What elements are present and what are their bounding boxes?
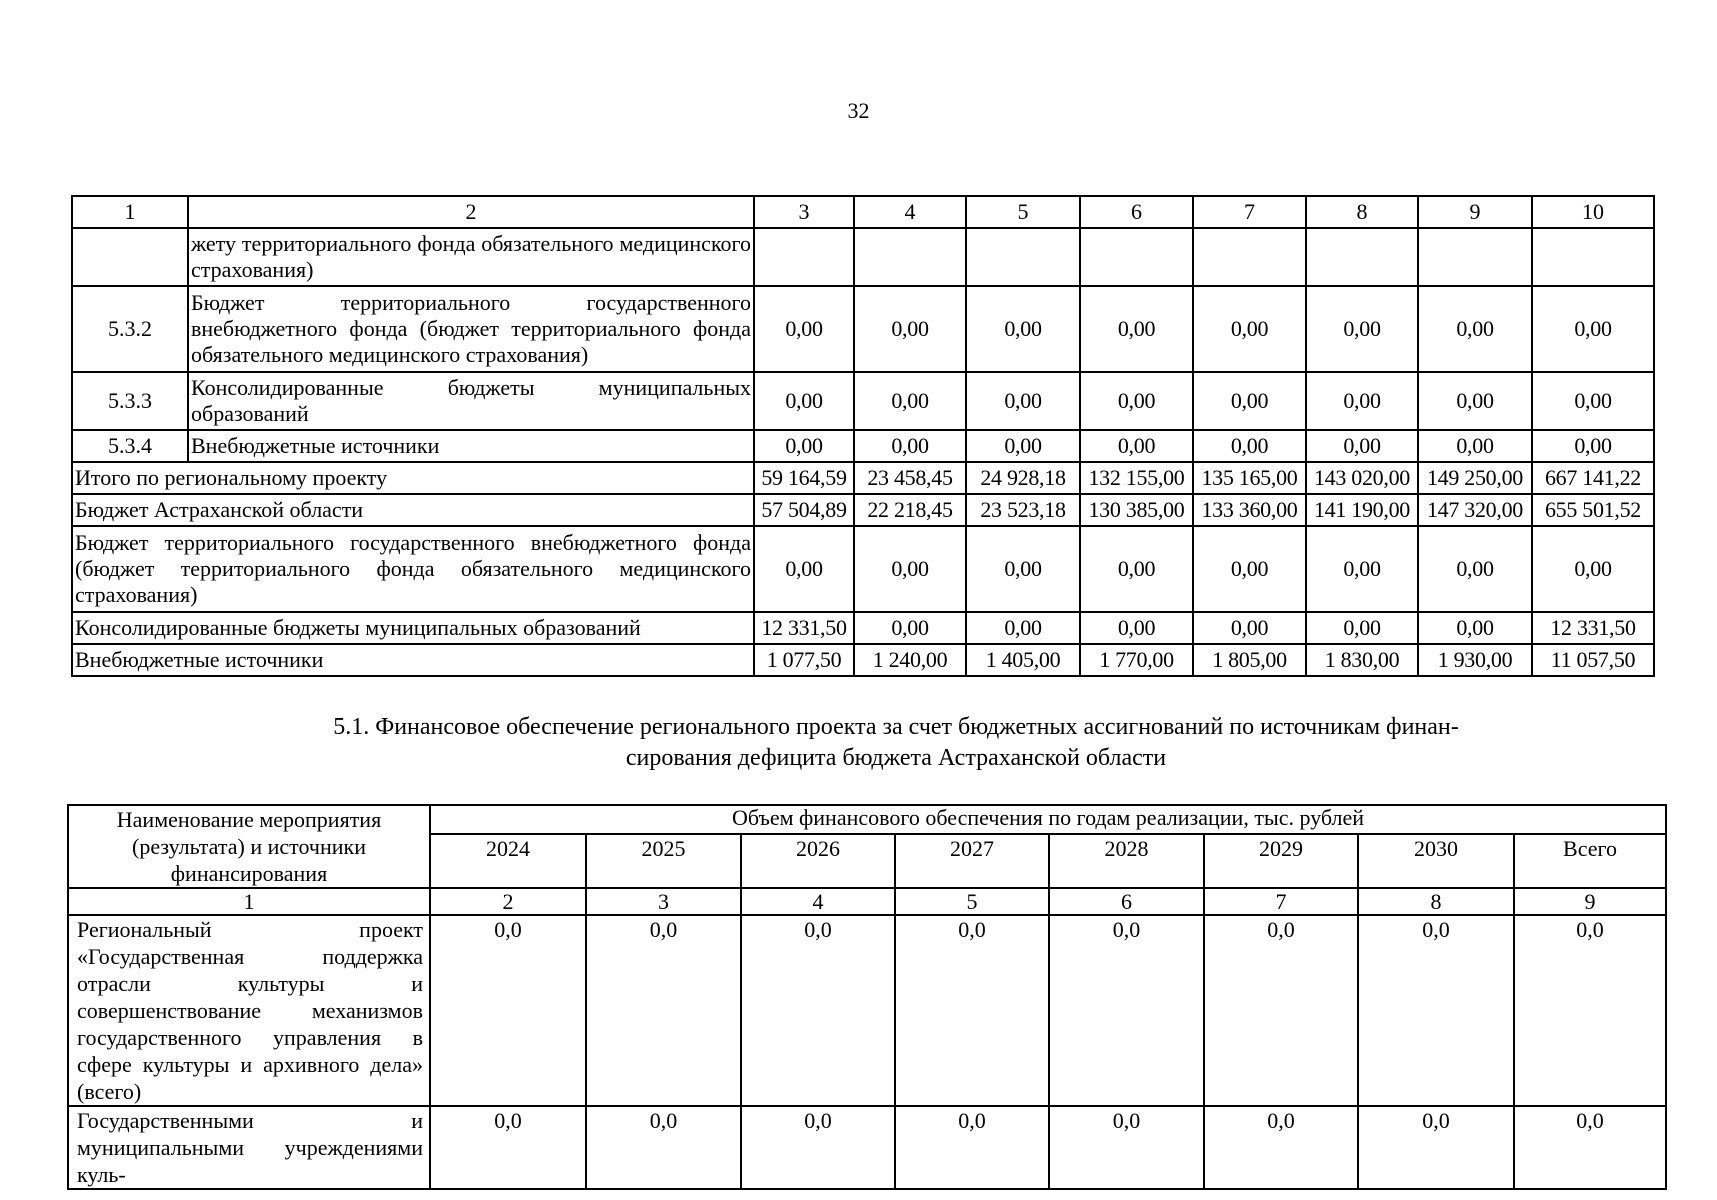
column-number-header: 4 bbox=[854, 196, 966, 228]
row-code: 5.3.4 bbox=[72, 430, 188, 462]
year-header: 2024 bbox=[430, 834, 586, 888]
total-row-value: 1 930,00 bbox=[1418, 644, 1532, 676]
row-value: 0,00 bbox=[1418, 286, 1532, 372]
row-value: 0,0 bbox=[1358, 915, 1514, 1106]
year-header: 2028 bbox=[1049, 834, 1204, 888]
total-row-value: 655 501,52 bbox=[1532, 494, 1654, 526]
column-number-header: 5 bbox=[966, 196, 1080, 228]
total-row-value: 0,00 bbox=[1193, 526, 1306, 612]
total-row-value: 149 250,00 bbox=[1418, 462, 1532, 494]
column-number-header: 6 bbox=[1080, 196, 1193, 228]
row-value: 0,00 bbox=[1080, 286, 1193, 372]
total-row-value: 57 504,89 bbox=[754, 494, 854, 526]
row-value: 0,00 bbox=[1306, 286, 1418, 372]
table-row bbox=[72, 286, 1654, 372]
total-row-value: 0,00 bbox=[1418, 526, 1532, 612]
column-number-header: 1 bbox=[72, 196, 188, 228]
table-row bbox=[72, 430, 1654, 462]
total-row-value: 147 320,00 bbox=[1418, 494, 1532, 526]
year-header: 2027 bbox=[895, 834, 1049, 888]
total-row-value: 0,00 bbox=[754, 526, 854, 612]
deficit-financing-table bbox=[67, 804, 1667, 1190]
total-row-value: 11 057,50 bbox=[1532, 644, 1654, 676]
total-row bbox=[72, 526, 1654, 612]
total-row-value: 0,00 bbox=[1193, 612, 1306, 644]
table-row bbox=[72, 228, 1654, 286]
row-name: жету территориального фонда обязательного медицинского страхования) bbox=[188, 228, 754, 286]
row-value: 0,00 bbox=[966, 286, 1080, 372]
total-row-value: 132 155,00 bbox=[1080, 462, 1193, 494]
total-row-value: 0,00 bbox=[1080, 612, 1193, 644]
total-row bbox=[72, 494, 1654, 526]
total-row-value: 12 331,50 bbox=[754, 612, 854, 644]
total-row-name: Внебюджетные источники bbox=[72, 644, 754, 676]
total-row bbox=[72, 612, 1654, 644]
years-group-header: Объем финансового обеспечения по годам реализации, тыс. рублей bbox=[430, 805, 1666, 834]
total-row-value: 143 020,00 bbox=[1306, 462, 1418, 494]
row-value: 0,0 bbox=[1514, 1106, 1666, 1189]
column-number: 8 bbox=[1358, 888, 1514, 915]
year-header: Всего bbox=[1514, 834, 1666, 888]
year-header: 2025 bbox=[586, 834, 741, 888]
row-value: 0,00 bbox=[1080, 430, 1193, 462]
table-row bbox=[68, 1106, 1666, 1189]
row-value: 0,0 bbox=[430, 915, 586, 1106]
row-value: 0,0 bbox=[430, 1106, 586, 1189]
row-value: 0,00 bbox=[1193, 372, 1306, 430]
row-value bbox=[966, 228, 1080, 286]
total-row-value: 22 218,45 bbox=[854, 494, 966, 526]
column-number: 2 bbox=[430, 888, 586, 915]
total-row-value: 0,00 bbox=[1080, 526, 1193, 612]
total-row-value: 1 805,00 bbox=[1193, 644, 1306, 676]
row-name: Региональный проект «Государственная поддержка отрасли культуры и совершенствование механизмов государственного управления в сфере культуры и архивного дела» (всего) bbox=[68, 915, 430, 1106]
row-value bbox=[754, 228, 854, 286]
year-header: 2026 bbox=[741, 834, 895, 888]
total-row bbox=[72, 644, 1654, 676]
table-row bbox=[68, 915, 1666, 1106]
table-row bbox=[72, 372, 1654, 430]
section-title-line2: сирования дефицита бюджета Астраханской области bbox=[625, 745, 1167, 771]
row-value: 0,0 bbox=[586, 1106, 741, 1189]
column-number-header: 8 bbox=[1306, 196, 1418, 228]
total-row-value: 1 405,00 bbox=[966, 644, 1080, 676]
column-number: 3 bbox=[586, 888, 741, 915]
total-row-value: 135 165,00 bbox=[1193, 462, 1306, 494]
total-row-value: 141 190,00 bbox=[1306, 494, 1418, 526]
total-row-value: 0,00 bbox=[1306, 612, 1418, 644]
row-value: 0,0 bbox=[741, 1106, 895, 1189]
row-value: 0,00 bbox=[1418, 372, 1532, 430]
row-value: 0,00 bbox=[966, 372, 1080, 430]
row-code: 5.3.2 bbox=[72, 286, 188, 372]
row-value bbox=[1306, 228, 1418, 286]
column-number-header: 2 bbox=[188, 196, 754, 228]
row-value bbox=[1418, 228, 1532, 286]
row-value: 0,00 bbox=[754, 430, 854, 462]
total-row-value: 0,00 bbox=[1418, 612, 1532, 644]
row-value: 0,0 bbox=[586, 915, 741, 1106]
table-header-row bbox=[72, 196, 1654, 228]
total-row-value: 130 385,00 bbox=[1080, 494, 1193, 526]
row-value: 0,00 bbox=[754, 286, 854, 372]
total-row-value: 1 240,00 bbox=[854, 644, 966, 676]
row-value: 0,00 bbox=[1080, 372, 1193, 430]
column-number-header: 9 bbox=[1418, 196, 1532, 228]
row-value: 0,0 bbox=[741, 915, 895, 1106]
row-value: 0,0 bbox=[1204, 1106, 1358, 1189]
total-row-value: 59 164,59 bbox=[754, 462, 854, 494]
row-value bbox=[854, 228, 966, 286]
row-value: 0,00 bbox=[1532, 286, 1654, 372]
total-row-value: 23 523,18 bbox=[966, 494, 1080, 526]
table-header-row bbox=[68, 805, 1666, 834]
total-row-value: 0,00 bbox=[1532, 526, 1654, 612]
row-value: 0,00 bbox=[1193, 430, 1306, 462]
column-number: 6 bbox=[1049, 888, 1204, 915]
row-value: 0,0 bbox=[895, 1106, 1049, 1189]
total-row-value: 12 331,50 bbox=[1532, 612, 1654, 644]
total-row-name: Бюджет Астраханской области bbox=[72, 494, 754, 526]
funding-table bbox=[71, 195, 1655, 677]
row-value: 0,00 bbox=[1532, 430, 1654, 462]
row-value: 0,0 bbox=[1358, 1106, 1514, 1189]
total-row-value: 1 770,00 bbox=[1080, 644, 1193, 676]
row-name: Консолидированные бюджеты муниципальных образований bbox=[188, 372, 754, 430]
row-value: 0,00 bbox=[754, 372, 854, 430]
row-value: 0,00 bbox=[1193, 286, 1306, 372]
total-row-value: 133 360,00 bbox=[1193, 494, 1306, 526]
year-header: 2029 bbox=[1204, 834, 1358, 888]
total-row-value: 0,00 bbox=[966, 612, 1080, 644]
total-row-value: 23 458,45 bbox=[854, 462, 966, 494]
row-value: 0,00 bbox=[1418, 430, 1532, 462]
row-name: Государственными и муниципальными учреждениями куль- bbox=[68, 1106, 430, 1189]
total-row-value: 0,00 bbox=[854, 526, 966, 612]
row-value: 0,00 bbox=[854, 286, 966, 372]
row-value: 0,00 bbox=[1532, 372, 1654, 430]
row-value: 0,00 bbox=[854, 372, 966, 430]
row-value: 0,0 bbox=[1049, 1106, 1204, 1189]
column-number-header: 7 bbox=[1193, 196, 1306, 228]
total-row-value: 24 928,18 bbox=[966, 462, 1080, 494]
row-value: 0,0 bbox=[895, 915, 1049, 1106]
row-value: 0,0 bbox=[1204, 915, 1358, 1106]
column-number: 9 bbox=[1514, 888, 1666, 915]
total-row-name: Бюджет территориального государственного внебюджетного фонда (бюджет территориального фонда обязательного медицинского страхования) bbox=[72, 526, 754, 612]
row-value: 0,00 bbox=[1306, 430, 1418, 462]
row-value: 0,00 bbox=[854, 430, 966, 462]
column-number: 4 bbox=[741, 888, 895, 915]
column-number: 5 bbox=[895, 888, 1049, 915]
row-value: 0,00 bbox=[1306, 372, 1418, 430]
total-row-value: 0,00 bbox=[854, 612, 966, 644]
total-row bbox=[72, 462, 1654, 494]
row-value bbox=[1080, 228, 1193, 286]
column-number-row bbox=[68, 888, 1666, 915]
total-row-name: Консолидированные бюджеты муниципальных образований bbox=[72, 612, 754, 644]
total-row-value: 0,00 bbox=[966, 526, 1080, 612]
column-number-header: 10 bbox=[1532, 196, 1654, 228]
row-value: 0,0 bbox=[1514, 915, 1666, 1106]
row-name: Бюджет территориального государственного внебюджетного фонда (бюджет территориального фонда обязательного медицинского страхования) bbox=[188, 286, 754, 372]
column-number-header: 3 bbox=[754, 196, 854, 228]
total-row-value: 0,00 bbox=[1306, 526, 1418, 612]
total-row-value: 1 077,50 bbox=[754, 644, 854, 676]
row-name: Внебюджетные источники bbox=[188, 430, 754, 462]
total-row-value: 1 830,00 bbox=[1306, 644, 1418, 676]
row-value bbox=[1532, 228, 1654, 286]
year-header: 2030 bbox=[1358, 834, 1514, 888]
page-number: 32 bbox=[847, 98, 870, 123]
row-value: 0,0 bbox=[1049, 915, 1204, 1106]
row-code: 5.3.3 bbox=[72, 372, 188, 430]
column-number: 7 bbox=[1204, 888, 1358, 915]
total-row-name: Итого по региональному проекту bbox=[72, 462, 754, 494]
row-value bbox=[1193, 228, 1306, 286]
column-number: 1 bbox=[68, 888, 430, 915]
row-value: 0,00 bbox=[966, 430, 1080, 462]
section-title bbox=[236, 712, 1556, 774]
name-column-header: Наименование мероприятия (результата) и источники финансирования bbox=[68, 805, 430, 888]
section-title-line1: 5.1. Финансовое обеспечение регионального проекта за счет бюджетных ассигнований по источникам финан- bbox=[333, 714, 1459, 740]
row-code bbox=[72, 228, 188, 286]
total-row-value: 667 141,22 bbox=[1532, 462, 1654, 494]
